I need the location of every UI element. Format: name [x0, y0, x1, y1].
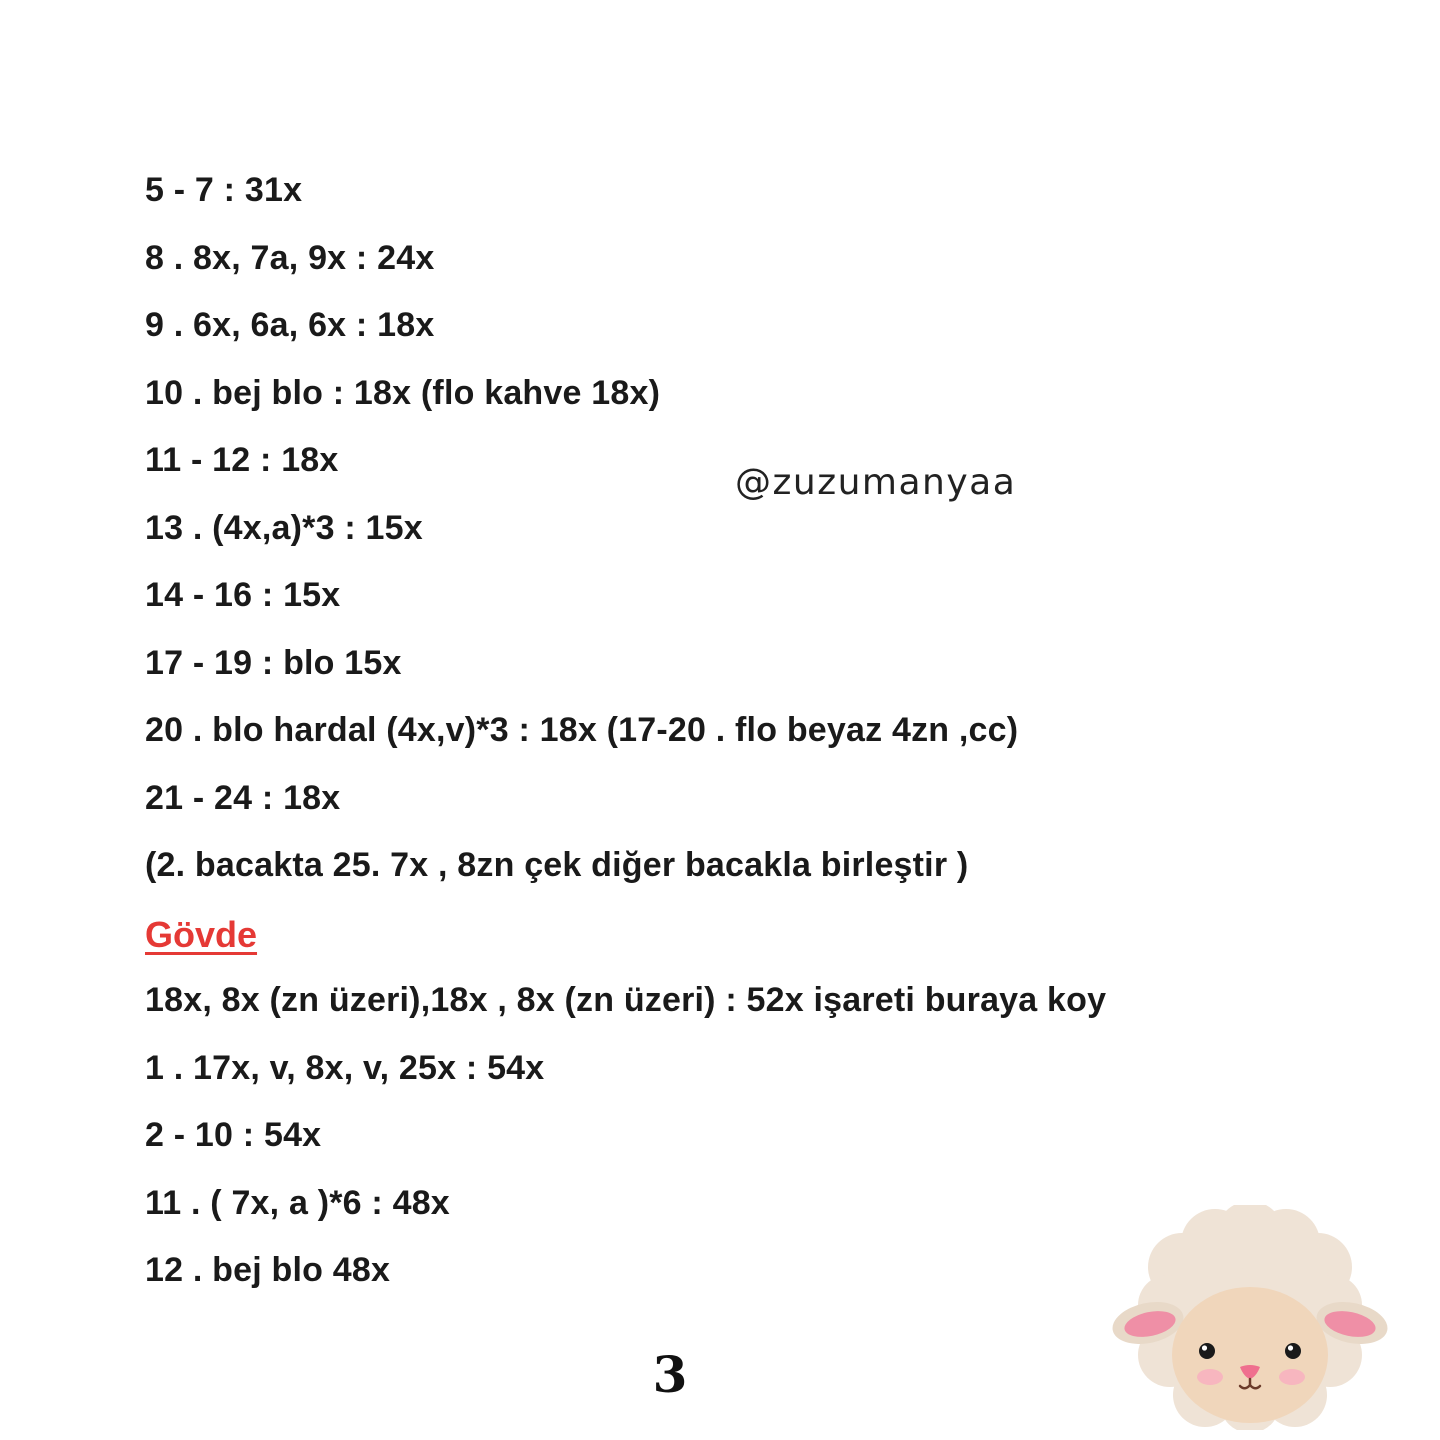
- sheep-face-icon: [1110, 1205, 1390, 1430]
- sheep-face: [1172, 1287, 1328, 1423]
- pattern-line: 11 - 12 : 18x: [145, 441, 339, 479]
- pattern-line: 13 . (4x,a)*3 : 15x: [145, 508, 423, 547]
- pattern-line: (2. bacakta 25. 7x , 8zn çek diğer bacakla birleştir ): [145, 846, 969, 884]
- pattern-line: 17 - 19 : blo 15x: [145, 643, 402, 682]
- pattern-line: 9 . 6x, 6a, 6x : 18x: [145, 306, 435, 344]
- pattern-line: 18x, 8x (zn üzeri),18x , 8x (zn üzeri) : 52x işareti buraya koy: [145, 981, 1107, 1019]
- pattern-line: 12 . bej blo 48x: [145, 1251, 391, 1289]
- pattern-line: 20 . blo hardal (4x,v)*3 : 18x (17-20 . flo beyaz 4zn ,cc): [145, 711, 1019, 749]
- pattern-content: [145, 166, 1295, 1314]
- pattern-line: 10 . bej blo : 18x (flo kahve 18x): [145, 373, 661, 412]
- page-number: 3: [652, 1345, 688, 1404]
- section-title-govde: Gövde: [145, 913, 258, 955]
- pattern-line: 8 . 8x, 7a, 9x : 24x: [145, 238, 435, 277]
- pattern-line: 14 - 16 : 15x: [145, 576, 341, 614]
- watermark: @zuzumanyaa: [735, 462, 1017, 503]
- pattern-line: 21 - 24 : 18x: [145, 778, 341, 817]
- pattern-line: 1 . 17x, v, 8x, v, 25x : 54x: [145, 1048, 545, 1087]
- pattern-line: 11 . ( 7x, a )*6 : 48x: [145, 1183, 450, 1222]
- pattern-line: 5 - 7 : 31x: [145, 171, 303, 209]
- pattern-line: 2 - 10 : 54x: [145, 1116, 322, 1154]
